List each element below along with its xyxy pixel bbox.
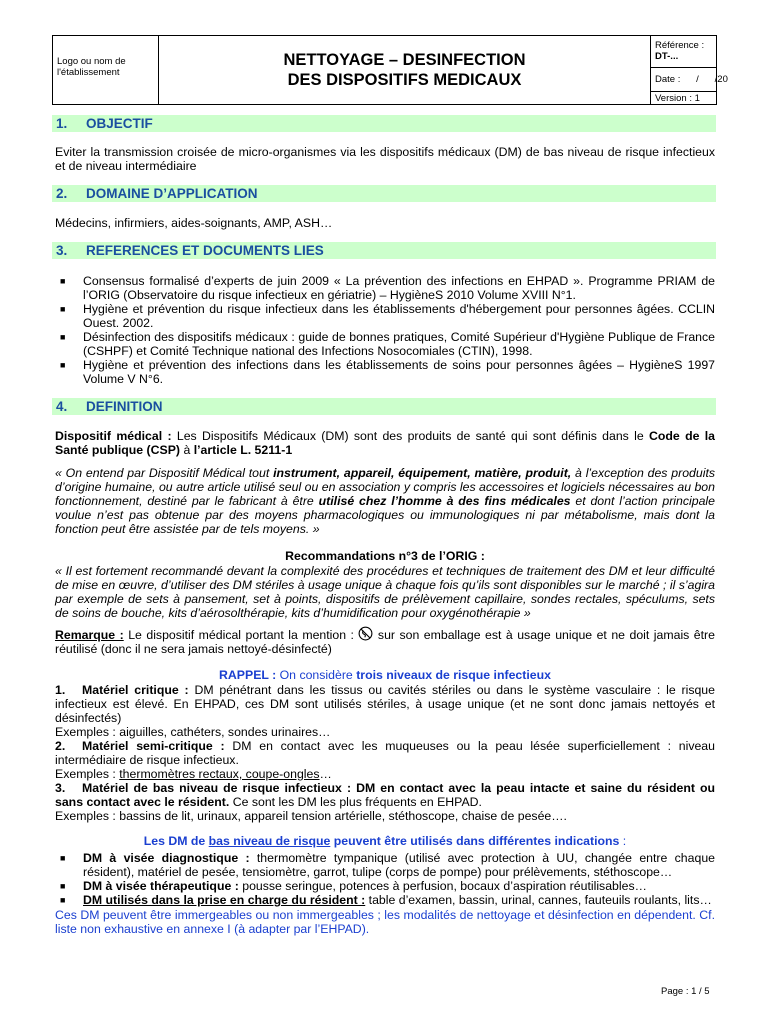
recommendation-text: « Il est fortement recommandé devant la complexité des procédures et techniques de traitement des DM et leur difficulté de mise en œuvre, d’utiliser des DM stériles à usage unique à chaque fois qu’ils sont disponibles sur le marché ; il s’agira par exemple de sets à pansement, set à points, dispositifs de prélèvement capillaire, sondes rectales, spéculums, sets de soins de bouche, kits d’aérosolthérapie, kits d’humidification pour oxygénothérapie »	[55, 564, 715, 620]
csp-quote: « On entend par Dispositif Médical tout instrument, appareil, équipement, matière, produit, à l’exception des produits d’origine humaine, ou autre article utilisé seul ou en association y compris les accessoires et logiciels nécessaires au bon fonctionnement, destiné par le fabricant à être utilisé chez l’homme à des fins médicales et dont l’action principale voulue n’est pas obtenue par des moyens pharmacologiques ou immunologiques ni par métabolisme, mais dont la fonction peut être assistée par de tels moyens. »	[55, 466, 716, 536]
section-heading-objectif	[52, 115, 716, 132]
remarque: Remarque : Le dispositif médical portant la mention : sur son emballage est à usage unique et ne doit jamais être réutilisé (donc il ne sera jamais nettoyé-désinfecté)	[55, 628, 715, 656]
bullet-icon: ■	[60, 304, 66, 314]
section-title: DOMAINE D’APPLICATION	[86, 186, 258, 201]
bullet-icon: ■	[60, 332, 66, 342]
recommendation-title: Recommandations n°3 de l’ORIG :	[285, 549, 485, 563]
list-item: ■ Hygiène et prévention des infections dans les établissements de soins pour personnes âgées – HygièneS 1997 Volume V N°6.	[60, 358, 715, 386]
bullet-icon: ■	[60, 360, 66, 370]
single-use-symbol-icon	[358, 626, 373, 641]
header-table	[52, 35, 728, 105]
title-line-2: DES DISPOSITIFS MEDICAUX	[287, 71, 522, 89]
section-number: 4.	[56, 399, 68, 414]
list-item: ■ Hygiène et prévention du risque infectieux dans les établissements d'hébergement pour personnes âgées. CCLIN Ouest. 2002.	[60, 302, 715, 330]
list-item: ■ Consensus formalisé d’experts de juin 2009 « La prévention des infections en EHPAD ». Programme PRIAM de l’ORIG (Observatoire du risque infectieux en gériatrie) – HygièneS 2010 Volume XVIII N°1.	[60, 274, 715, 302]
section-title: OBJECTIF	[86, 116, 153, 131]
page-number: Page : 1 / 5	[661, 986, 710, 997]
domaine-text: Médecins, infirmiers, aides-soignants, AMP, ASH…	[55, 216, 333, 230]
example-line: Exemples : thermomètres rectaux, coupe-ongles…	[55, 767, 332, 781]
section-heading-references	[52, 242, 716, 259]
bullet-icon: ■	[60, 895, 66, 905]
rappel-line: RAPPEL : On considère trois niveaux de risque infectieux	[219, 668, 551, 682]
section-number: 2.	[56, 186, 68, 201]
dm-definition: Dispositif médical : Les Dispositifs Médicaux (DM) sont des produits de santé qui sont définis dans le Code de la Santé publique (CSP) à l’article L. 5211-1	[55, 429, 716, 457]
section-heading-domaine	[52, 185, 716, 202]
risk-level-2: 2. Matériel semi-critique : DM en contact avec les muqueuses ou la peau lésée superficiellement : niveau intermédiaire de risque infectieux.	[55, 739, 715, 767]
usage-heading: Les DM de bas niveau de risque peuvent être utilisés dans différentes indications :	[143, 834, 627, 848]
example-line: Exemples : aiguilles, cathéters, sondes urinaires…	[55, 725, 331, 739]
section-title: REFERENCES ET DOCUMENTS LIES	[86, 243, 324, 258]
bullet-icon: ■	[60, 881, 66, 891]
section-number: 1.	[56, 116, 68, 131]
bullet-icon: ■	[60, 276, 66, 286]
list-item: ■ DM à visée thérapeutique : pousse seringue, potences à perfusion, bocaux d’aspiration réutilisables…	[60, 879, 647, 893]
title-line-1: NETTOYAGE – DESINFECTION	[283, 51, 526, 69]
objectif-text: Eviter la transmission croisée de micro-organismes via les dispositifs médicaux (DM) de bas niveau de risque infectieux et de niveau intermédiaire	[55, 145, 715, 173]
risk-level-1: 1. Matériel critique : DM pénétrant dans les tissus ou cavités stériles ou dans le système vasculaire : le risque infectieux est élevé. En EHPAD, ces DM sont utilisés stériles, à usage unique (et ne sont donc jamais nettoyés et désinfectés)	[55, 683, 715, 725]
usage-list	[60, 851, 715, 907]
section-title: DEFINITION	[86, 399, 163, 414]
section-heading-definition	[52, 398, 716, 415]
date-cell: Date : / /20	[651, 68, 717, 92]
logo-placeholder: Logo ou nom de l'établissement	[53, 36, 159, 104]
reference-value: DT-...	[655, 51, 679, 62]
reference-box	[651, 36, 728, 104]
risk-level-3: 3. Matériel de bas niveau de risque infectieux : DM en contact avec la peau intacte et saine du résident ou sans contact avec le résident. Ce sont les DM les plus fréquents en EHPAD.	[55, 781, 715, 809]
closing-note: Ces DM peuvent être immergeables ou non immergeables ; les modalités de nettoyage et désinfection en dépendent. Cf. liste non exhaustive en annexe I (à adapter par l’EHPAD).	[55, 908, 715, 936]
risk-levels	[55, 683, 715, 823]
list-item: ■ DM à visée diagnostique : thermomètre tympanique (utilisé avec protection à UU, changée entre chaque résident), matériel de pesée, tensiomètre, garrot, tulipe (corps de pompe) pour prélèvements, stéthoscope…	[60, 851, 715, 879]
version-cell: Version : 1	[655, 93, 700, 104]
list-item: ■ Désinfection des dispositifs médicaux : guide de bonnes pratiques, Comité Supérieur d'Hygiène Publique de France (CSHPF) et Comité Technique national des Infections Nosocomiales (CTIN), 1998.	[60, 330, 715, 358]
document-title	[159, 36, 651, 104]
references-list	[60, 274, 715, 386]
reference-cell	[651, 36, 717, 68]
list-item: ■ DM utilisés dans la prise en charge du résident : table d’examen, bassin, urinal, cannes, fauteuils roulants, lits…	[60, 893, 712, 907]
reference-label: Référence :	[655, 40, 705, 51]
example-line: Exemples : bassins de lit, urinaux, appareil tension artérielle, stéthoscope, chaise de pesée….	[55, 809, 567, 823]
bullet-icon: ■	[60, 853, 66, 863]
section-number: 3.	[56, 243, 68, 258]
